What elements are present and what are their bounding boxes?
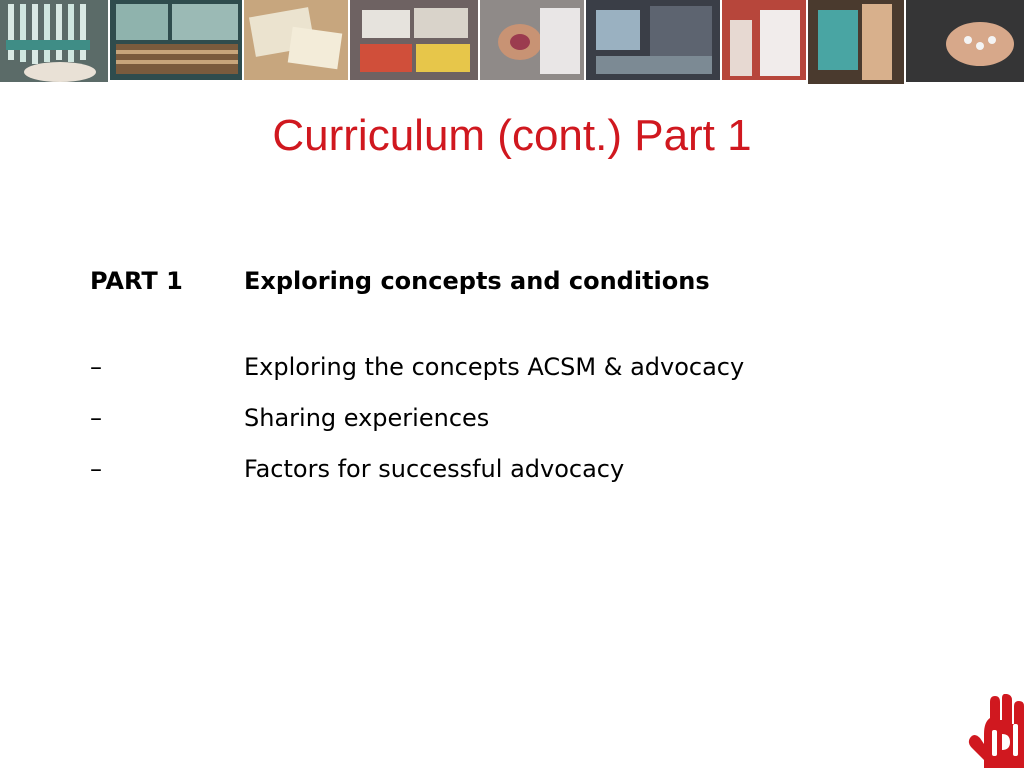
bullet-marker: –	[90, 404, 102, 432]
bullet-text: Sharing experiences	[244, 404, 490, 432]
part-label: PART 1	[90, 267, 183, 295]
bullet-text: Exploring the concepts ACSM & advocacy	[244, 353, 745, 381]
bullet-marker: –	[90, 353, 102, 381]
hands-with-pills-photo-icon	[906, 0, 1024, 82]
x-ray-photo-icon	[110, 0, 242, 80]
patient-photo-icon	[586, 0, 720, 80]
bullet-item	[90, 350, 984, 384]
bullet-item	[90, 401, 984, 435]
bullet-marker: –	[90, 455, 102, 483]
walking-person-photo-icon	[808, 0, 904, 84]
slide-title: Curriculum (cont.) Part 1	[272, 111, 752, 160]
medicine-tablets-photo-icon	[350, 0, 478, 80]
hand-logo-icon	[964, 694, 1024, 768]
medical-staff-photo-icon	[722, 0, 806, 80]
hand-with-pills-photo-icon	[480, 0, 584, 80]
test-tubes-photo-icon	[0, 0, 108, 82]
bullet-text: Factors for successful advocacy	[244, 455, 625, 483]
header-photo-strip	[0, 0, 1024, 92]
part-title: Exploring concepts and conditions	[244, 267, 710, 295]
paper-records-photo-icon	[244, 0, 348, 80]
bullet-item	[90, 452, 984, 486]
